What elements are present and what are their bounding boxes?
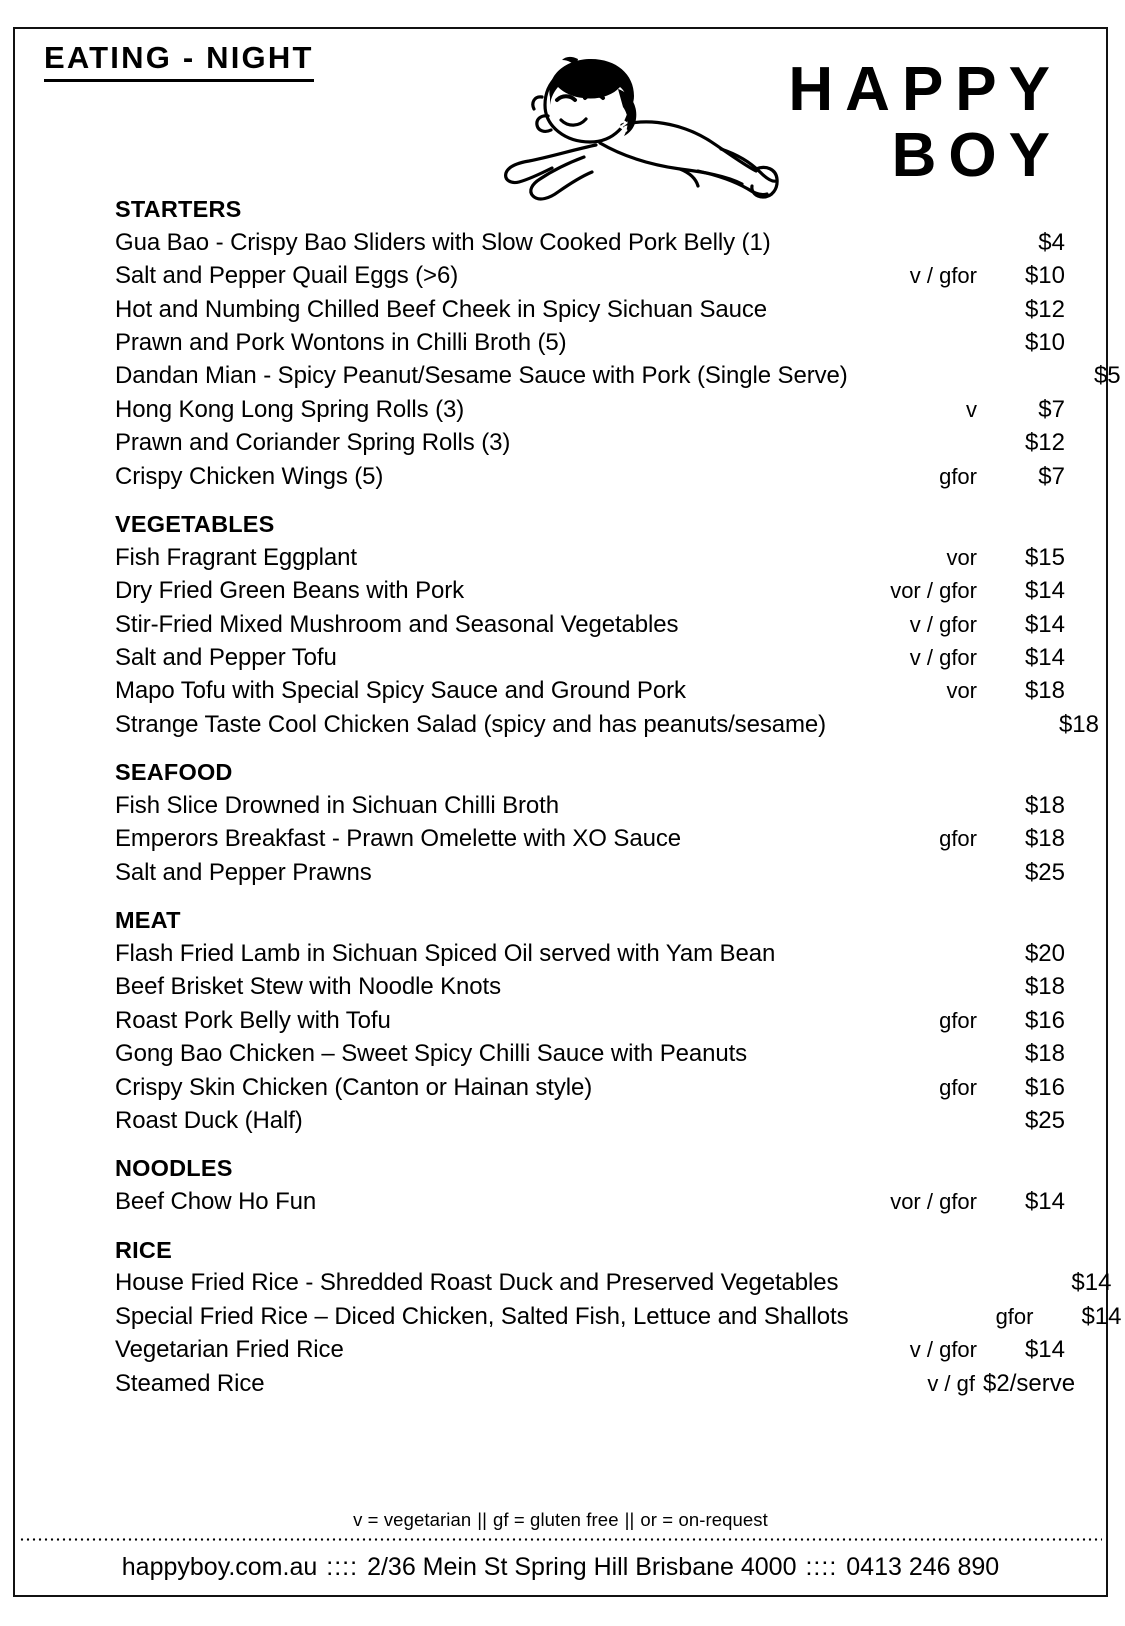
- menu-item-row: [115, 1302, 1122, 1336]
- menu-item-dietary: gfor: [995, 1303, 1034, 1329]
- menu-item-price: $2/serve: [983, 1369, 1076, 1397]
- menu-item-name: Dry Fried Green Beans with Pork: [115, 577, 465, 605]
- menu-item-row: [115, 940, 1065, 973]
- brand-wordmark: [788, 35, 1062, 190]
- phone-number[interactable]: 0413 246 890: [846, 1553, 1000, 1581]
- menu-item-name: Special Fried Rice – Diced Chicken, Salted Fish, Lettuce and Shallots: [115, 1302, 849, 1330]
- menu-item-name: Mapo Tofu with Special Spicy Sauce and Ground Pork: [115, 677, 686, 705]
- menu-item-row: [115, 544, 1065, 577]
- menu-item-row: [115, 1269, 1112, 1302]
- legend-gluten-free: gf = gluten free: [493, 1509, 619, 1530]
- menu-item-row: [115, 1336, 1065, 1369]
- menu-item-name: Fish Fragrant Eggplant: [115, 543, 357, 571]
- menu-item-price: $14: [1024, 577, 1065, 605]
- menu-item-price: $14: [1081, 1302, 1122, 1330]
- menu-item-name: Steamed Rice: [115, 1369, 265, 1397]
- address-text: 2/36 Mein St Spring Hill Brisbane 4000: [367, 1553, 797, 1581]
- menu-item-name: Hong Kong Long Spring Rolls (3): [115, 395, 465, 423]
- menu-section: [115, 196, 1121, 496]
- section-title: MEAT: [115, 907, 181, 934]
- menu-item-row: [115, 1007, 1065, 1040]
- menu-section: [115, 510, 1099, 744]
- menu-item-name: Fish Slice Drowned in Sichuan Chilli Broth: [115, 792, 559, 819]
- menu-item-row: [115, 396, 1065, 429]
- contact-separator-2: ::::: [805, 1553, 838, 1581]
- menu-section: [115, 760, 1065, 892]
- menu-section: [115, 908, 1065, 1140]
- menu-item-dietary: gfor: [939, 463, 977, 489]
- menu-item-price: $18: [1024, 677, 1065, 705]
- section-title: SEAFOOD: [115, 759, 233, 786]
- menu-item-name: House Fried Rice - Shredded Roast Duck and Preserved Vegetables: [115, 1269, 839, 1297]
- legend-divider-1: ||: [477, 1509, 488, 1530]
- legend-vegetarian: v = vegetarian: [353, 1509, 472, 1530]
- menu-item-name: Beef Chow Ho Fun: [115, 1188, 317, 1216]
- legend-on-request: or = on-request: [640, 1509, 768, 1530]
- menu-item-price: $10: [1024, 329, 1065, 357]
- brand-logo: [484, 35, 1062, 208]
- menu-header: [15, 29, 1106, 189]
- menu-item-name: Dandan Mian - Spicy Peanut/Sesame Sauce with Pork (Single Serve): [115, 362, 848, 390]
- menu-item-name: Stir-Fried Mixed Mushroom and Seasonal Vegetables: [115, 610, 679, 638]
- menu-item-row: [115, 1074, 1065, 1107]
- menu-item-row: [115, 296, 1065, 329]
- menu-item-row: [115, 792, 1065, 825]
- menu-item-name: Gong Bao Chicken – Sweet Spicy Chilli Sauce with Peanuts: [115, 1040, 748, 1068]
- menu-sections: [115, 196, 1122, 1419]
- menu-item-price: $18: [1024, 1040, 1065, 1068]
- website-link[interactable]: happyboy.com.au: [121, 1553, 318, 1581]
- menu-item-price: $5: [1093, 362, 1121, 390]
- section-title: STARTERS: [115, 196, 242, 222]
- section-title: RICE: [115, 1236, 172, 1263]
- menu-item-name: Roast Duck (Half): [115, 1106, 303, 1134]
- menu-item-dietary: gfor: [939, 826, 977, 852]
- menu-section: [115, 1156, 1065, 1221]
- menu-item-name: Hot and Numbing Chilled Beef Cheek in Spicy Sichuan Sauce: [115, 295, 768, 323]
- menu-item-price: $12: [1024, 295, 1065, 323]
- menu-item-name: Salt and Pepper Quail Eggs (>6): [115, 262, 459, 290]
- menu-item-dietary: vor: [946, 678, 977, 704]
- menu-item-price: $18: [1024, 825, 1065, 853]
- menu-item-price: $14: [1024, 1188, 1065, 1216]
- menu-item-row: [115, 973, 1065, 1006]
- menu-item-dietary: v / gfor: [909, 611, 977, 637]
- menu-item-row: [115, 1369, 1076, 1403]
- menu-item-row: [115, 1040, 1065, 1073]
- menu-item-price: $18: [1024, 792, 1065, 819]
- menu-item-name: Prawn and Pork Wontons in Chilli Broth (5): [115, 329, 567, 357]
- menu-item-price: $18: [1024, 973, 1065, 1001]
- menu-item-dietary: vor / gfor: [890, 1189, 977, 1215]
- menu-item-name: Gua Bao - Crispy Bao Sliders with Slow Cooked Pork Belly (1): [115, 228, 771, 256]
- menu-item-price: $16: [1024, 1006, 1065, 1034]
- menu-item-name: Flash Fried Lamb in Sichuan Spiced Oil served with Yam Bean: [115, 940, 776, 968]
- menu-item-row: [115, 362, 1121, 395]
- menu-item-row: [115, 429, 1065, 462]
- menu-item-row: [115, 611, 1065, 644]
- menu-item-price: $15: [1024, 543, 1065, 571]
- menu-item-dietary: v / gf: [927, 1370, 975, 1396]
- menu-item-price: $10: [1024, 262, 1065, 290]
- menu-item-name: Beef Brisket Stew with Noodle Knots: [115, 973, 502, 1001]
- menu-item-dietary: gfor: [939, 1074, 977, 1100]
- menu-page: [13, 27, 1122, 1597]
- menu-item-name: Salt and Pepper Tofu: [115, 643, 337, 671]
- menu-item-name: Strange Taste Cool Chicken Salad (spicy and has peanuts/sesame): [115, 710, 826, 738]
- menu-item-row: [115, 677, 1065, 710]
- menu-item-row: [115, 329, 1065, 362]
- menu-item-price: $18: [1058, 710, 1099, 738]
- dietary-legend: [15, 1509, 1106, 1538]
- menu-item-price: $4: [1038, 228, 1065, 256]
- menu-item-row: [115, 644, 1065, 677]
- menu-item-row: [115, 825, 1065, 858]
- reclining-baby-icon: [484, 53, 784, 208]
- menu-item-dietary: v: [966, 396, 977, 422]
- menu-item-price: $14: [1024, 643, 1065, 671]
- menu-item-price: $14: [1024, 610, 1065, 638]
- menu-item-row: [115, 463, 1065, 496]
- brand-word-happy: HAPPY: [788, 55, 1062, 124]
- section-title: NOODLES: [115, 1155, 233, 1182]
- menu-item-name: Prawn and Coriander Spring Rolls (3): [115, 429, 511, 457]
- menu-item-price: $25: [1024, 858, 1065, 886]
- menu-item-dietary: vor / gfor: [890, 578, 977, 604]
- menu-item-row: [115, 1188, 1065, 1221]
- menu-footer: [15, 1509, 1106, 1595]
- menu-item-name: Roast Pork Belly with Tofu: [115, 1006, 391, 1034]
- menu-item-dietary: v / gfor: [909, 1337, 977, 1363]
- menu-item-name: Crispy Skin Chicken (Canton or Hainan style): [115, 1073, 593, 1101]
- page-title: EATING - NIGHT: [44, 41, 314, 82]
- menu-item-dietary: v / gfor: [909, 263, 977, 289]
- menu-item-row: [115, 262, 1065, 295]
- menu-item-row: [115, 229, 1065, 262]
- menu-item-price: $14: [1024, 1336, 1065, 1364]
- menu-item-price: $12: [1024, 429, 1065, 457]
- legend-divider-2: ||: [624, 1509, 635, 1530]
- contact-line: [15, 1541, 1106, 1595]
- menu-item-price: $25: [1024, 1106, 1065, 1134]
- menu-item-price: $7: [1038, 395, 1065, 423]
- menu-item-dietary: vor: [946, 544, 977, 570]
- menu-section: [115, 1236, 1122, 1403]
- menu-item-name: Crispy Chicken Wings (5): [115, 462, 384, 490]
- menu-item-row: [115, 1107, 1065, 1140]
- menu-item-price: $14: [1071, 1269, 1112, 1297]
- menu-item-price: $20: [1024, 940, 1065, 968]
- menu-item-row: [115, 859, 1065, 892]
- menu-item-name: Salt and Pepper Prawns: [115, 858, 372, 886]
- menu-item-row: [115, 710, 1099, 744]
- menu-item-name: Vegetarian Fried Rice: [115, 1336, 344, 1364]
- contact-separator-1: ::::: [326, 1553, 359, 1581]
- menu-item-dietary: v / gfor: [909, 644, 977, 670]
- brand-word-boy: BOY: [891, 120, 1062, 190]
- menu-item-price: $16: [1024, 1073, 1065, 1101]
- menu-item-row: [115, 577, 1065, 610]
- section-title: VEGETABLES: [115, 510, 275, 537]
- menu-item-dietary: gfor: [939, 1007, 977, 1033]
- menu-item-price: $7: [1038, 462, 1065, 490]
- menu-item-name: Emperors Breakfast - Prawn Omelette with XO Sauce: [115, 825, 681, 853]
